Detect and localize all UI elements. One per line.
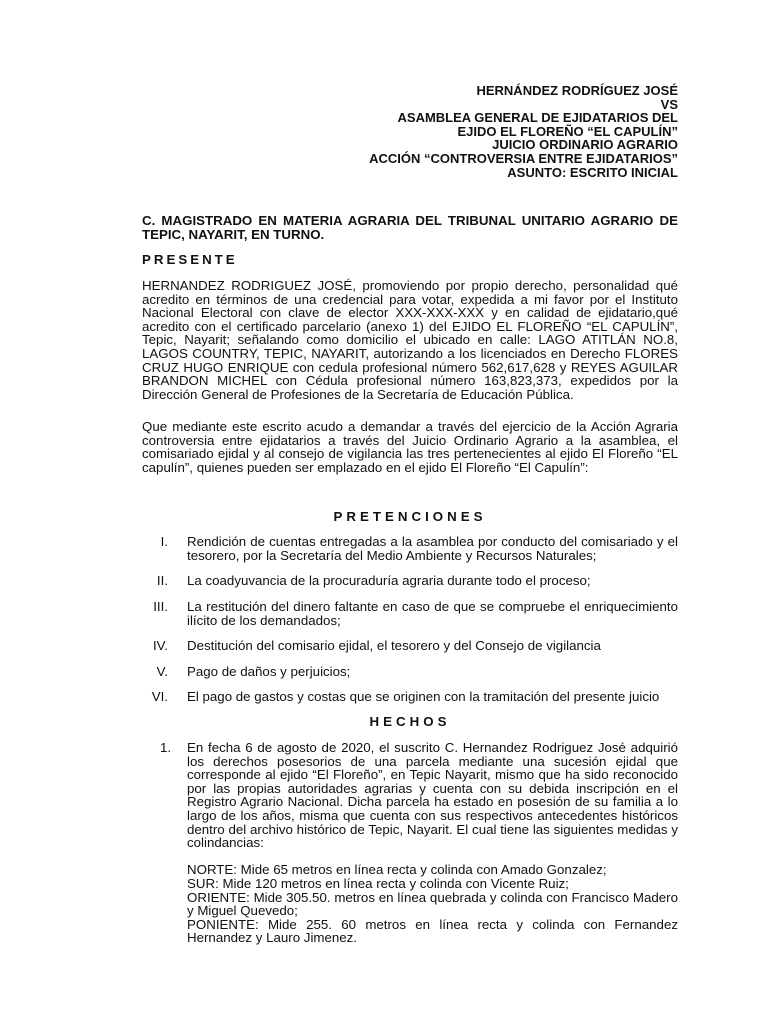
addressee: C. MAGISTRADO EN MATERIA AGRARIA DEL TRIBUNAL UNITARIO AGRARIO DE TEPIC, NAYARIT, EN TURNO. — [142, 213, 678, 242]
presente-heading: PRESENTE — [142, 252, 238, 267]
boundaries-list — [187, 863, 678, 945]
intro-paragraph: HERNANDEZ RODRIGUEZ JOSÉ, promoviendo por propio derecho, personalidad qué acredito en términos de una credencial para votar, expedida a mi favor por el Instituto Nacional Electoral con clave de elector XXX-XXX-XXX y en calidad de ejidatario,qué acredito con el certificado parcelario (anexo 1) del EJIDO EL FLOREÑO “EL CAPULÍN”, Tepic, Nayarit; señalando como domicilio el ubicado en calle: LAGO ATITLÁN NO.8, LAGOS COUNTRY, TEPIC, NAYARIT, autorizando a los licenciados en Derecho FLORES CRUZ HUGO ENRIQUE con cedula profesional número 562,617,628 y REYES AGUILAR BRANDON MICHEL con Cédula profesional número 163,823,373, expedidos por la Dirección General de Profesiones de la Secretaría de Educación Pública. — [142, 278, 678, 402]
pretenciones-heading: PRETENCIONES — [333, 509, 487, 524]
hechos-heading: HECHOS — [369, 714, 451, 729]
hecho-body — [187, 741, 678, 945]
list-item-number: VI. — [151, 689, 168, 704]
list-item-number: II. — [156, 573, 168, 588]
header-line: ACCIÓN “CONTROVERSIA ENTRE EJIDATARIOS” — [369, 150, 678, 166]
boundary-line: ORIENTE: Mide 305.50. metros en línea quebrada y colinda con Francisco Madero y Miguel Quevedo; — [187, 889, 678, 919]
boundary-line: NORTE: Mide 65 metros en línea recta y colinda con Amado Gonzalez; — [187, 862, 607, 878]
header-line: VS — [660, 96, 678, 112]
hecho-text: En fecha 6 de agosto de 2020, el suscrito C. Hernandez Rodriguez José adquirió los derechos posesorios de una parcela mediante una sucesión ejidal que corresponde al ejido “El Floreño”, en Tepic Nayarit, mismo que ha sido reconocido por las propias autoridades agrarias y cuenta con su debida inscripción en el Registro Agrario Nacional. Dicha parcela ha estado en posesión de su familia a lo largo de los años, misma que cuenta con sus respectivos antecedentes históricos dentro del archivo histórico de Tepic, Nayarit. El cual tiene las siguientes medidas y colindancias: — [187, 740, 678, 851]
list-item-text: La restitución del dinero faltante en caso de que se compruebe el enriquecimiento ilícito de los demandados; — [187, 599, 678, 628]
list-item-text: La coadyuvancia de la procuraduría agraria durante todo el proceso; — [187, 573, 591, 588]
list-item-number: I. — [160, 534, 168, 549]
claim-paragraph: Que mediante este escrito acudo a demandar a través del ejercicio de la Acción Agraria controversia entre ejidatarios a través del Juicio Ordinario Agrario a la asamblea, el comisariado ejidal y al consejo de vigilancia las tres pertenecientes al ejido El Floreño “EL capulín”, quienes pueden ser emplazado en el ejido El Floreño “El Capulín”: — [142, 419, 678, 475]
list-item-text: Pago de daños y perjuicios; — [187, 664, 351, 679]
header-line: ASAMBLEA GENERAL DE EJIDATARIOS DEL — [397, 110, 678, 126]
list-item-number: IV. — [152, 638, 168, 653]
list-item-number: 1. — [160, 740, 172, 755]
header-line: HERNÁNDEZ RODRÍGUEZ JOSÉ — [476, 83, 678, 98]
list-item-text: Rendición de cuentas entregadas a la asamblea por conducto del comisariado y el tesorero, por la Secretaría del Medio Ambiente y Recursos Naturales; — [187, 534, 678, 563]
boundary-line: SUR: Mide 120 metros en línea recta y colinda con Vicente Ruiz; — [187, 875, 569, 891]
list-item-number: V. — [156, 664, 168, 679]
header-line: ASUNTO: ESCRITO INICIAL — [507, 164, 678, 180]
header-line: EJIDO EL FLOREÑO “EL CAPULÍN” — [457, 123, 678, 139]
boundary-line: PONIENTE: Mide 255. 60 metros en línea recta y colinda con Fernandez Hernandez y Lauro Jimenez. — [187, 916, 678, 946]
case-header — [369, 84, 678, 179]
list-item-text: El pago de gastos y costas que se originen con la tramitación del presente juicio — [187, 689, 660, 704]
list-item-number: III. — [153, 599, 168, 614]
list-item-text: Destitución del comisario ejidal, el tesorero y del Consejo de vigilancia — [187, 638, 601, 653]
header-line: JUICIO ORDINARIO AGRARIO — [492, 137, 678, 153]
